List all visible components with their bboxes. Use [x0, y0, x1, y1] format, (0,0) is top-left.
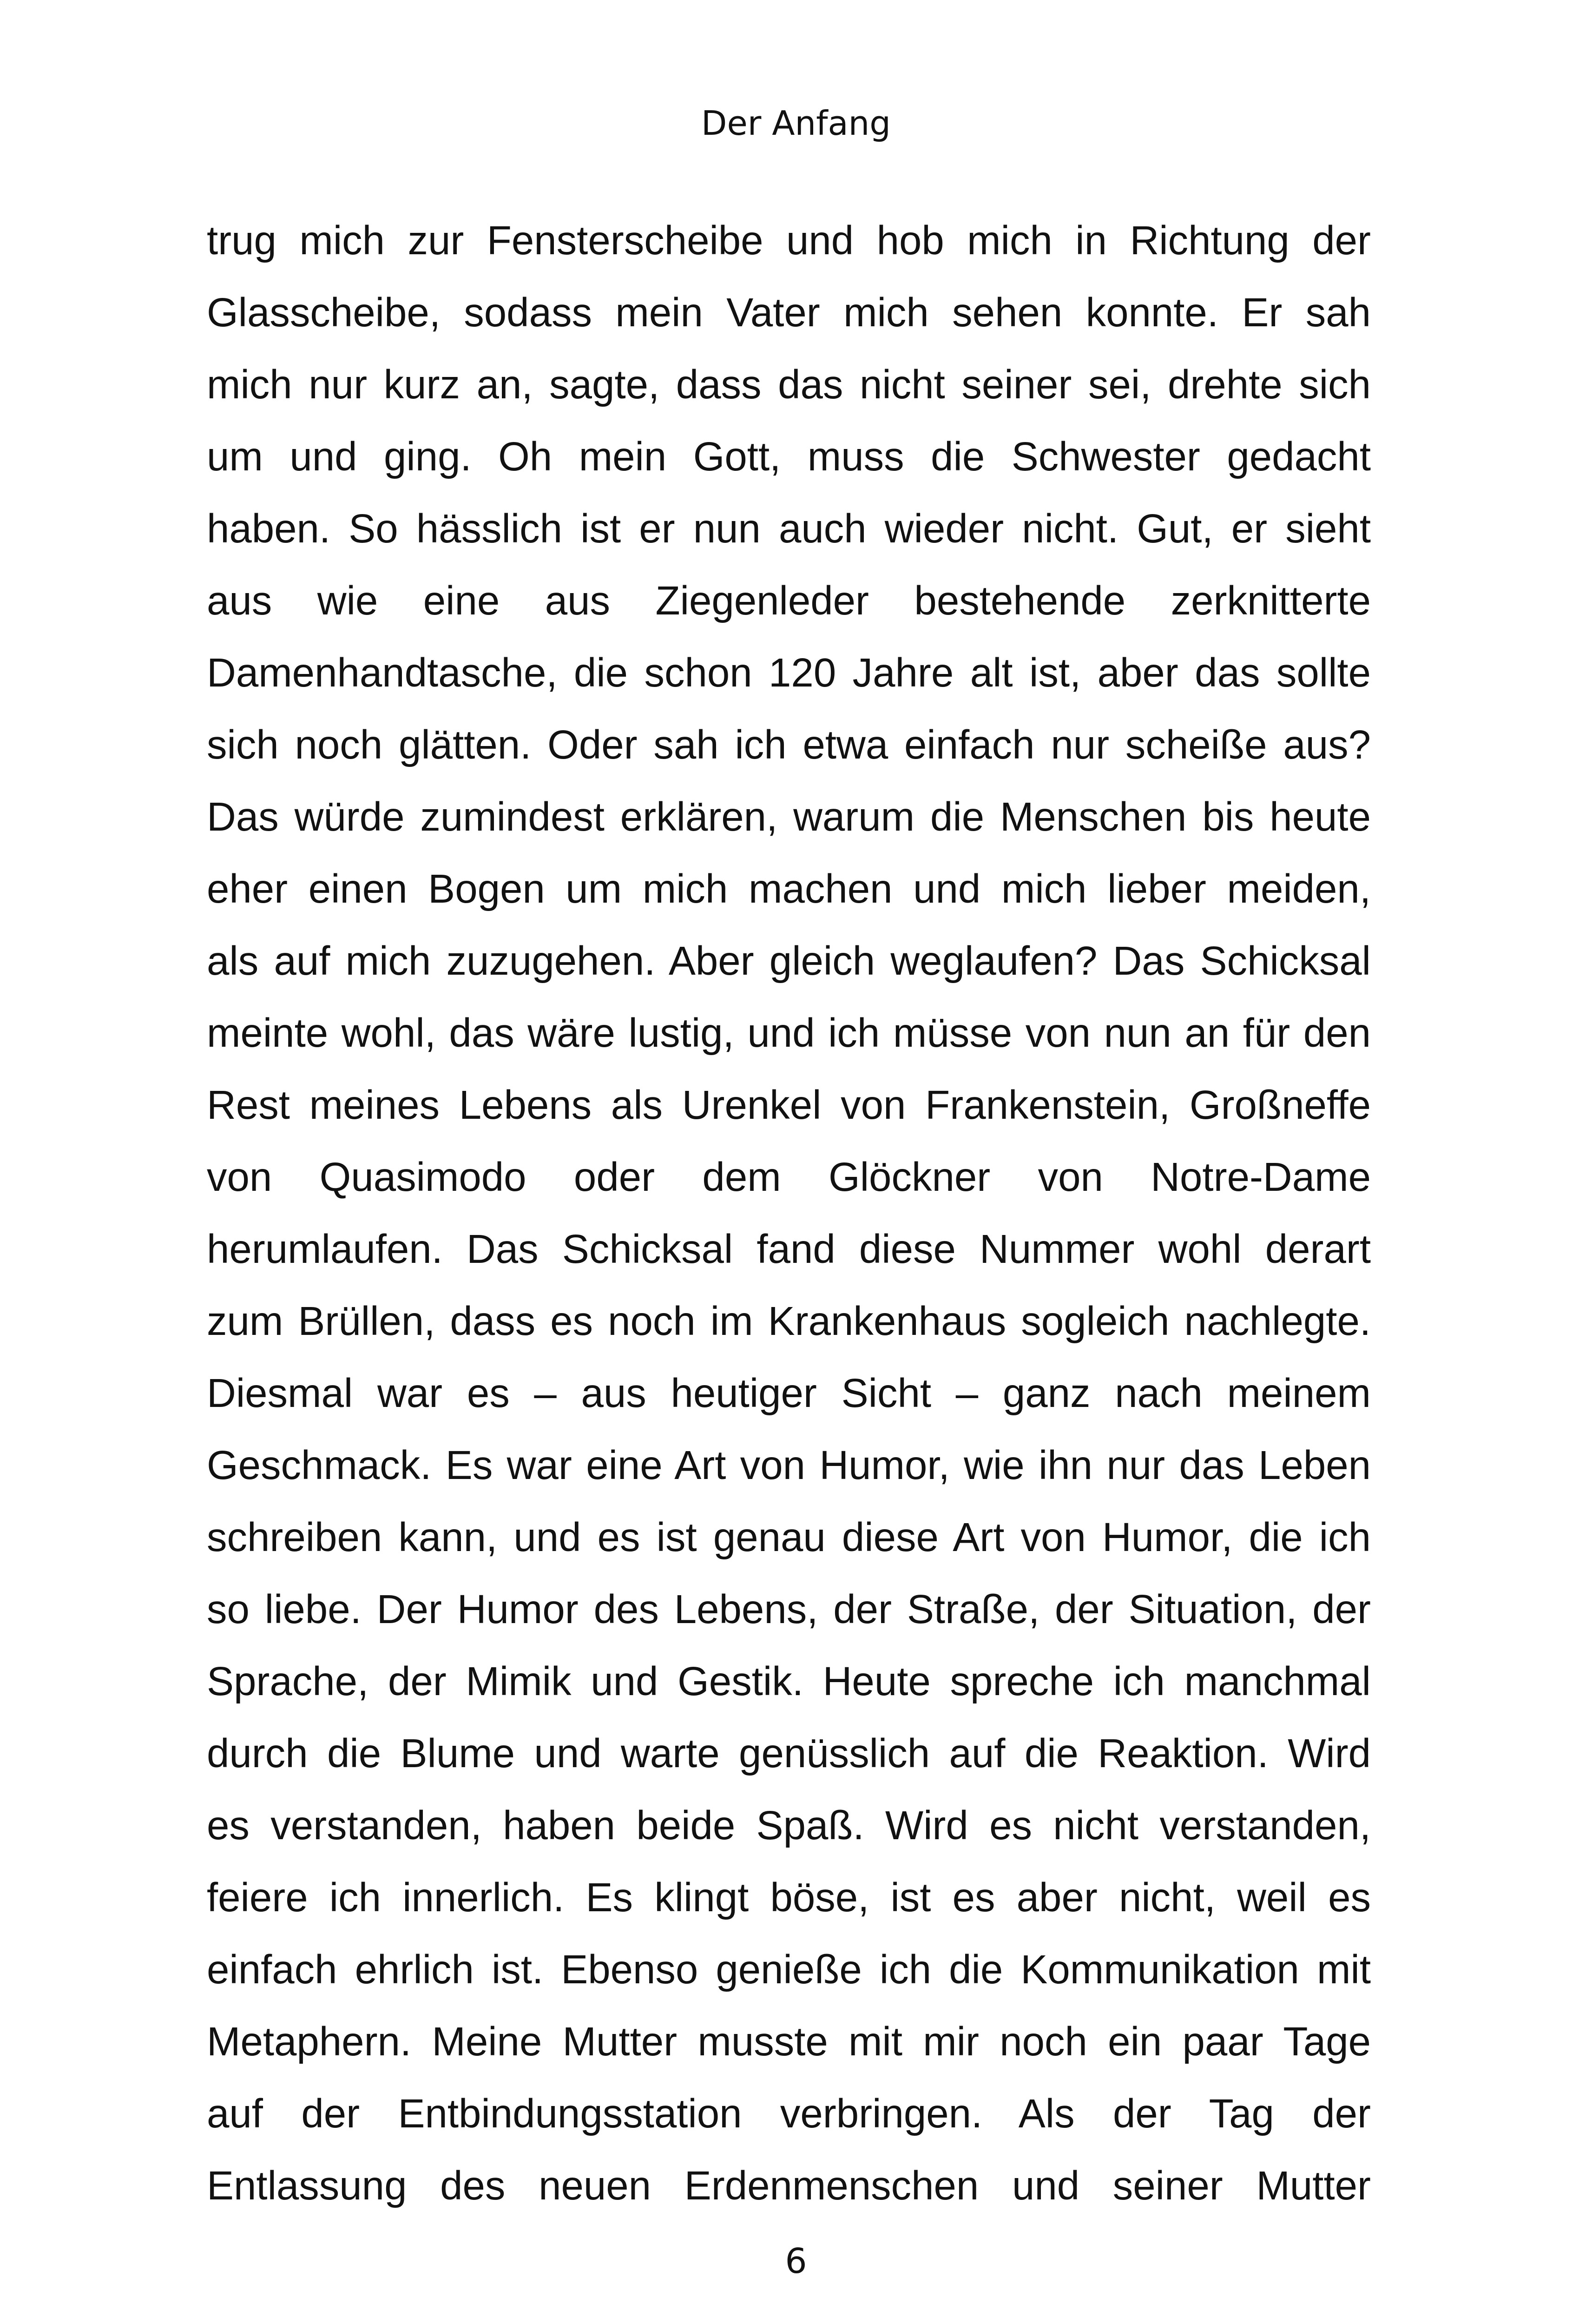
text-line: Rest meines Lebens als Urenkel von Frankenstein, Großneffe: [207, 1083, 1371, 1128]
text-line: so liebe. Der Humor des Lebens, der Straße, der Situation, der: [207, 1587, 1371, 1632]
text-line: Sprache, der Mimik und Gestik. Heute spreche ich manchmal: [207, 1659, 1371, 1704]
text-line: trug mich zur Fensterscheibe und hob mich in Richtung der: [207, 218, 1371, 263]
text-line: meinte wohl, das wäre lustig, und ich müsse von nun an für den: [207, 1010, 1371, 1056]
text-line: feiere ich innerlich. Es klingt böse, ist es aber nicht, weil es: [207, 1875, 1371, 1920]
running-header: Der Anfang: [701, 104, 891, 143]
text-line: einfach ehrlich ist. Ebenso genieße ich die Kommunikation mit: [207, 1947, 1371, 1992]
text-line: zum Brüllen, dass es noch im Krankenhaus sogleich nachlegte.: [207, 1299, 1371, 1344]
text-line: um und ging. Oh mein Gott, muss die Schwester gedacht: [207, 434, 1371, 479]
page-number: 6: [785, 2241, 807, 2281]
text-line: Geschmack. Es war eine Art von Humor, wie ihn nur das Leben: [207, 1443, 1371, 1488]
text-line: mich nur kurz an, sagte, dass das nicht seiner sei, drehte sich: [207, 362, 1371, 407]
text-line: es verstanden, haben beide Spaß. Wird es nicht verstanden,: [207, 1803, 1371, 1848]
text-line: Glasscheibe, sodass mein Vater mich sehen konnte. Er sah: [207, 290, 1371, 335]
text-line: auf der Entbindungsstation verbringen. Als der Tag der: [207, 2091, 1371, 2136]
text-line: sich noch glätten. Oder sah ich etwa einfach nur scheiße aus?: [207, 722, 1371, 767]
text-line: schreiben kann, und es ist genau diese Art von Humor, die ich: [207, 1515, 1371, 1560]
text-line: aus wie eine aus Ziegenleder bestehende zerknitterte: [207, 578, 1371, 623]
text-line: herumlaufen. Das Schicksal fand diese Nummer wohl derart: [207, 1227, 1371, 1272]
text-line: Metaphern. Meine Mutter musste mit mir noch ein paar Tage: [207, 2019, 1371, 2064]
text-line: eher einen Bogen um mich machen und mich lieber meiden,: [207, 866, 1371, 911]
text-line: Diesmal war es – aus heutiger Sicht – ganz nach meinem: [207, 1371, 1371, 1416]
text-line: durch die Blume und warte genüsslich auf die Reaktion. Wird: [207, 1731, 1371, 1776]
text-line: Entlassung des neuen Erdenmenschen und seiner Mutter: [207, 2163, 1371, 2208]
text-line: als auf mich zuzugehen. Aber gleich weglaufen? Das Schicksal: [207, 938, 1371, 984]
text-line: von Quasimodo oder dem Glöckner von Notre-Dame: [207, 1155, 1371, 1200]
text-line: haben. So hässlich ist er nun auch wieder nicht. Gut, er sieht: [207, 506, 1371, 551]
body-text: [207, 215, 1371, 2232]
text-line: Das würde zumindest erklären, warum die Menschen bis heute: [207, 794, 1371, 839]
text-line: Damenhandtasche, die schon 120 Jahre alt ist, aber das sollte: [207, 650, 1371, 695]
